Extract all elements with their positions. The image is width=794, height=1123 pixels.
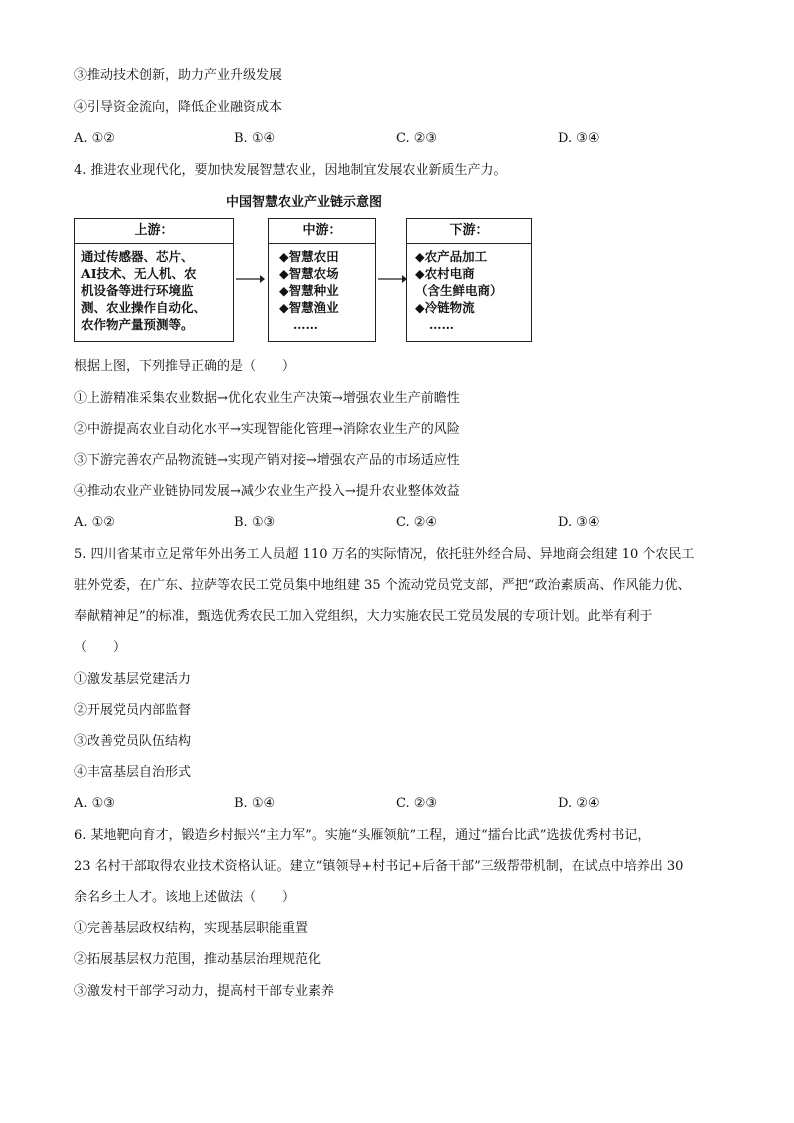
- downstream-heading: 下游：: [407, 219, 531, 244]
- q4-item-4: ④推动农业产业链协同发展→减少农业生产投入→提升农业整体效益: [74, 484, 460, 499]
- downstream-line: ◆冷链物流: [415, 300, 475, 315]
- upstream-line: AI技术、无人机、农: [81, 266, 197, 281]
- q5-item-4: ④丰富基层自治形式: [74, 765, 192, 780]
- q6-stem-line: 6. 某地靶向育才，锻造乡村振兴“主力军”。实施“头雁领航”工程，通过“擂台比武”选拔优秀村书记，: [74, 828, 651, 843]
- q4-choice-a[interactable]: A. ①②: [74, 515, 115, 530]
- midstream-line: ◆智慧农田: [279, 249, 339, 264]
- q3-option-3: ③推动技术创新，助力产业升级发展: [74, 68, 283, 83]
- upstream-body: [75, 244, 233, 337]
- q3-choice-b[interactable]: B. ①④: [234, 131, 276, 146]
- upstream-line: 通过传感器、芯片、: [81, 249, 194, 264]
- midstream-body: [269, 244, 375, 337]
- q6-item-3: ③激发村干部学习动力，提高村干部专业素养: [74, 984, 335, 999]
- downstream-body: [407, 244, 531, 337]
- q5-stem-line: 5. 四川省某市立足常年外出务工人员超 110 万名的实际情况，依托驻外经合局、异地商会组建 10 个农民工: [74, 547, 695, 562]
- q4-choice-c[interactable]: C. ②④: [396, 515, 438, 530]
- upstream-line: 农作物产量预测等。: [81, 317, 194, 332]
- upstream-line: 机设备等进行环境监: [81, 283, 194, 298]
- q5-answer-choices: [74, 795, 734, 813]
- q5-item-2: ②开展党员内部监督: [74, 703, 192, 718]
- midstream-line: ◆智慧渔业: [279, 300, 339, 315]
- downstream-line: ◆农村电商: [415, 266, 475, 281]
- q4-stem: 4. 推进农业现代化，要加快发展智慧农业，因地制宜发展农业新质生产力。: [74, 163, 507, 178]
- q6-stem-line: 23 名村干部取得农业技术资格认证。建立“镇领导+村书记+后备干部”三级帮带机制，在试点中培养出 30: [74, 859, 684, 874]
- downstream-line: （含生鲜电商）: [415, 283, 503, 298]
- midstream-heading: 中游：: [269, 219, 375, 244]
- q5-item-3: ③改善党员队伍结构: [74, 734, 192, 749]
- diagram-title: 中国智慧农业产业链示意图: [226, 195, 383, 210]
- arrow-right-icon: [376, 272, 408, 286]
- q4-prompt: 根据上图，下列推导正确的是（ ）: [74, 359, 296, 374]
- q3-option-4: ④引导资金流向，降低企业融资成本: [74, 100, 283, 115]
- downstream-line: ……: [429, 317, 454, 332]
- midstream-line: ◆智慧农场: [279, 266, 339, 281]
- q3-choice-c[interactable]: C. ②③: [396, 131, 438, 146]
- midstream-line: ◆智慧种业: [279, 283, 339, 298]
- midstream-box: [268, 218, 376, 342]
- upstream-heading: 上游：: [75, 219, 233, 244]
- q5-choice-d[interactable]: D. ②④: [558, 796, 600, 811]
- q4-item-3: ③下游完善农产品物流链→实现产销对接→增强农产品的市场适应性: [74, 453, 460, 468]
- q4-answer-choices: [74, 514, 734, 532]
- q5-item-1: ①激发基层党建活力: [74, 672, 192, 687]
- upstream-box: [74, 218, 234, 342]
- upstream-line: 测、农业操作自动化、: [81, 300, 207, 315]
- q5-stem-line: （ ）: [74, 640, 127, 655]
- midstream-line: ……: [293, 317, 318, 332]
- q4-choice-d[interactable]: D. ③④: [558, 515, 600, 530]
- q4-item-2: ②中游提高农业自动化水平→实现智能化管理→消除农业生产的风险: [74, 422, 460, 437]
- q6-item-2: ②拓展基层权力范围，推动基层治理规范化: [74, 952, 322, 967]
- q6-item-1: ①完善基层政权结构，实现基层职能重置: [74, 921, 309, 936]
- q3-choice-d[interactable]: D. ③④: [558, 131, 600, 146]
- q3-choice-a[interactable]: A. ①②: [74, 131, 115, 146]
- q4-choice-b[interactable]: B. ①③: [234, 515, 276, 530]
- q5-choice-c[interactable]: C. ②③: [396, 796, 438, 811]
- downstream-line: ◆农产品加工: [415, 249, 488, 264]
- q5-choice-b[interactable]: B. ①④: [234, 796, 276, 811]
- q6-stem-line: 余名乡土人才。该地上述做法（ ）: [74, 890, 296, 905]
- q3-answer-choices: [74, 130, 734, 148]
- q4-item-1: ①上游精准采集农业数据→优化农业生产决策→增强农业生产前瞻性: [74, 391, 460, 406]
- q5-stem-line: 奉献精神足”的标准，甄选优秀农民工加入党组织，大力实施农民工党员发展的专项计划。此举有利于: [74, 609, 653, 624]
- downstream-box: [406, 218, 532, 342]
- arrow-right-icon: [234, 272, 266, 286]
- q5-stem-line: 驻外党委，在广东、拉萨等农民工党员集中地组建 35 个流动党员党支部，严把“政治素质高、作风能力优、: [74, 578, 691, 593]
- q5-choice-a[interactable]: A. ①③: [74, 796, 115, 811]
